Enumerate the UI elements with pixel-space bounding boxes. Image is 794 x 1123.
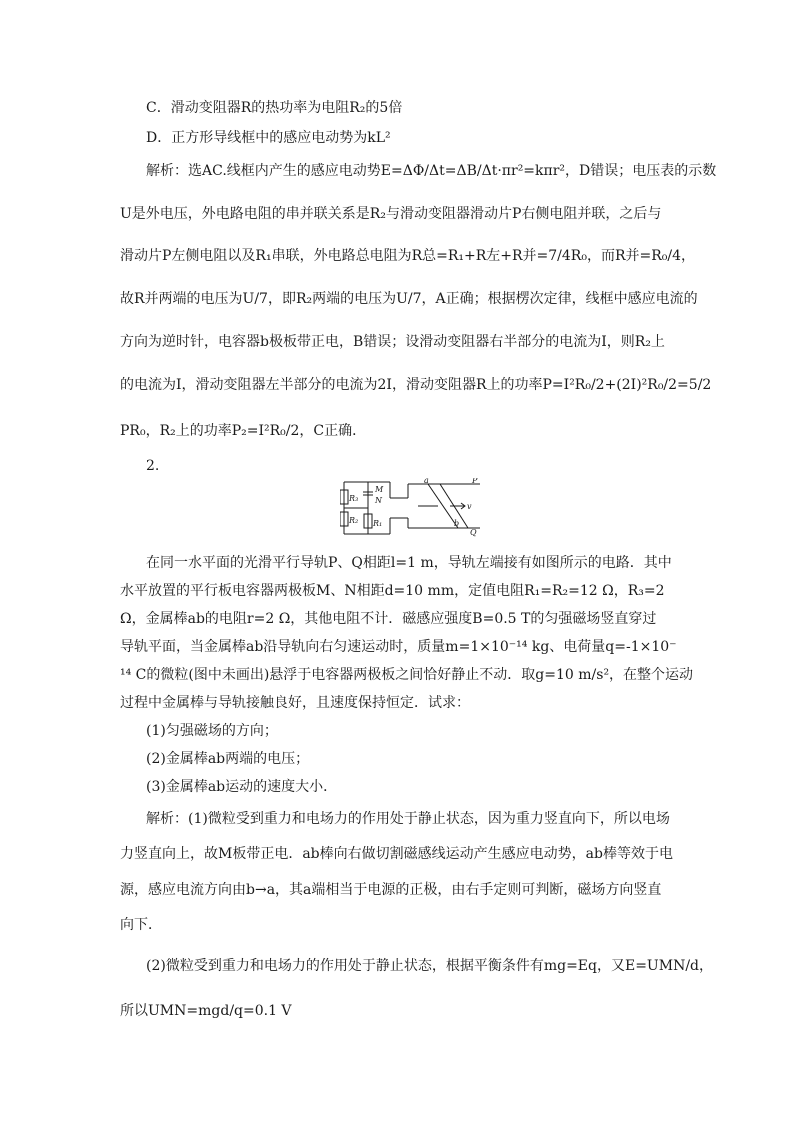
solution-2-line: 力竖直向上，故M板带正电．ab棒向右做切割磁感线运动产生感应电动势，ab棒等效于电 [120, 846, 673, 862]
circuit-diagram [340, 478, 490, 538]
label-r1: R₁ [373, 519, 383, 528]
solution-1-line: PR₀，R₂上的功率P₂=I²R₀/2，C正确． [120, 423, 367, 439]
label-r3: R₃ [349, 494, 359, 503]
solution-2-line: 向下． [120, 917, 162, 933]
solution-2-line: 解析：(1)微粒受到重力和电场力的作用处于静止状态，因为重力竖直向下，所以电场 [146, 811, 670, 827]
solution-1-line: 故R并两端的电压为U/7，即R₂两端的电压为U/7，A正确；根据楞次定律，线框中感应电流的 [120, 291, 698, 307]
solution-1-line: 滑动片P左侧电阻以及R₁串联，外电路总电阻为R总=R₁+R左+R并=7/4R₀，而R并=R₀/4， [120, 248, 696, 264]
label-q: Q [470, 528, 477, 537]
sub-question-2: (2)金属棒ab两端的电压； [146, 751, 310, 767]
question-number: 2. [146, 458, 160, 474]
question-line: 水平放置的平行板电容器两极板M、N相距d=10 mm，定值电阻R₁=R₂=12 Ω，R₃=2 [120, 583, 665, 599]
option-c: C．滑动变阻器R的热功率为电阻R₂的5倍 [146, 100, 403, 116]
question-line: ¹⁴ C的微粒(图中未画出)悬浮于电容器两极板之间恰好静止不动．取g=10 m/s²，在整个运动 [120, 667, 694, 683]
solution-3-line: (2)微粒受到重力和电场力的作用处于静止状态，根据平衡条件有mg=Eq，又E=UMN/d， [146, 958, 713, 974]
label-r2: R₂ [349, 516, 359, 525]
label-m: M [375, 485, 384, 494]
label-p: P [472, 478, 478, 485]
solution-2-line: 源，感应电流方向由b→a，其a端相当于电源的正极，由右手定则可判断，磁场方向竖直 [120, 882, 662, 898]
sub-question-3: (3)金属棒ab运动的速度大小． [146, 779, 338, 795]
question-line: 在同一水平面的光滑平行导轨P、Q相距l=1 m，导轨左端接有如图所示的电路．其中 [146, 555, 672, 571]
sub-question-1: (1)匀强磁场的方向； [146, 723, 278, 739]
label-a: a [424, 478, 429, 485]
solution-1-line: 解析：选AC.线框内产生的感应电动势E=ΔΦ/Δt=ΔB/Δt·πr²=kπr²，D错误；电压表的示数 [146, 163, 717, 179]
solution-1-line: U是外电压，外电路电阻的串并联关系是R₂与滑动变阻器滑动片P右侧电阻并联，之后与 [120, 206, 662, 222]
solution-1-line: 的电流为I，滑动变阻器左半部分的电流为2I，滑动变阻器R上的功率P=I²R₀/2+(2I)²R₀/2=5/2 [120, 377, 712, 393]
label-b: b [454, 519, 460, 528]
question-line: 过程中金属棒与导轨接触良好，且速度保持恒定．试求： [120, 695, 470, 711]
label-n: N [375, 496, 382, 505]
question-line: Ω，金属棒ab的电阻r=2 Ω，其他电阻不计．磁感应强度B=0.5 T的匀强磁场竖直穿过 [120, 611, 657, 627]
option-d: D．正方形导线框中的感应电动势为kL² [146, 130, 391, 146]
solution-1-line: 方向为逆时针，电容器b极板带正电，B错误；设滑动变阻器右半部分的电流为I，则R₂上 [120, 334, 665, 350]
solution-3-line: 所以UMN=mgd/q=0.1 V [120, 1003, 292, 1019]
question-line: 导轨平面，当金属棒ab沿导轨向右匀速运动时，质量m=1×10⁻¹⁴ kg、电荷量q=-1×10⁻ [120, 639, 677, 655]
label-v: v [467, 502, 472, 511]
